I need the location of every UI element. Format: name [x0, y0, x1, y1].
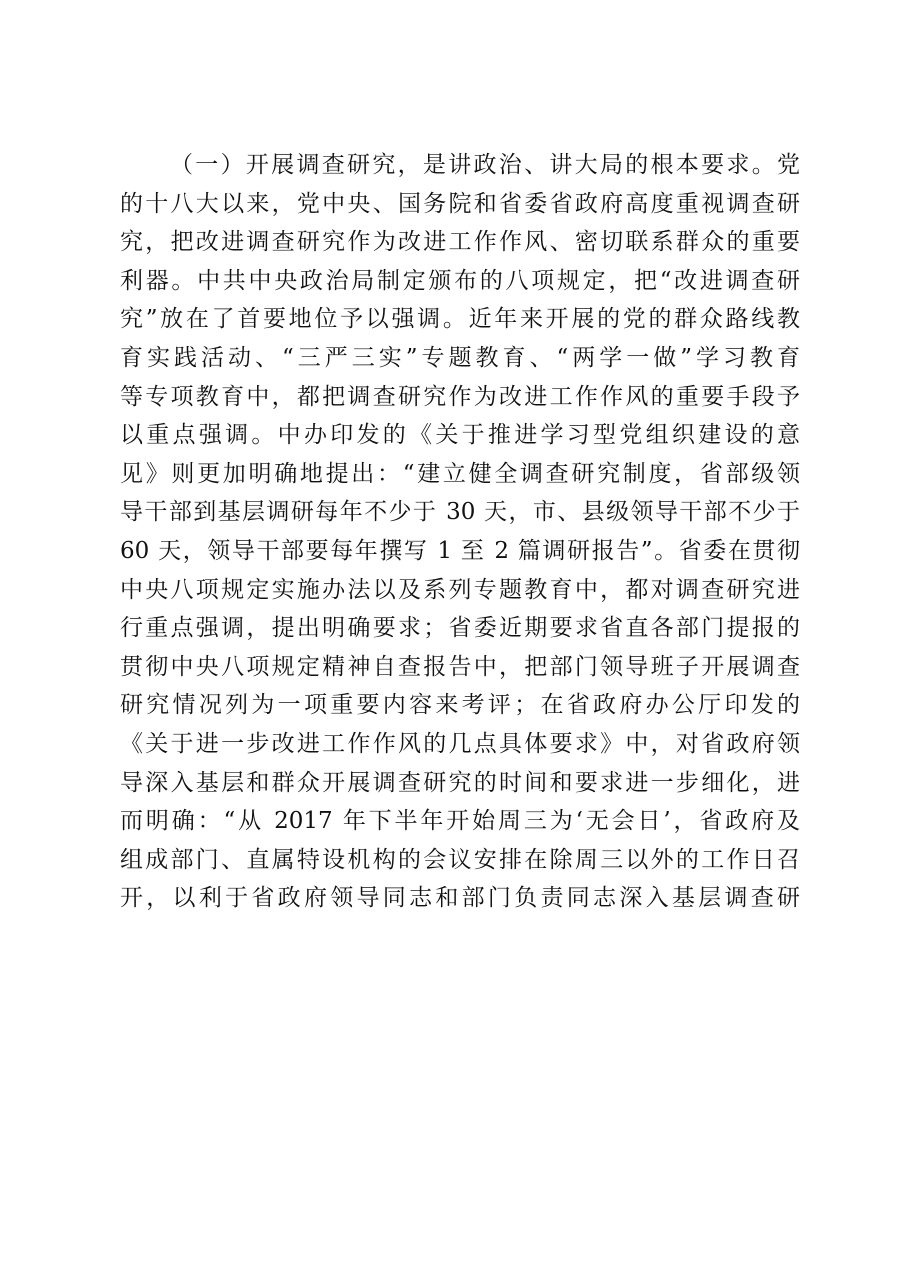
text-line: 研究情况列为一项重要内容来考评；在省政府办公厅印发的 — [120, 692, 800, 719]
text-line: 行重点强调，提出明确要求；省委近期要求省直各部门提报的 — [120, 615, 800, 642]
text-line: 究，把改进调查研究作为改进工作作风、密切联系群众的重要 — [120, 229, 800, 256]
body-paragraph — [120, 146, 800, 918]
text-line: 而明确：“从 2017 年下半年开始周三为‘无会日’，省政府及 — [120, 808, 800, 835]
text-line: 育实践活动、“三严三实”专题教育、“两学一做”学习教育 — [120, 344, 800, 371]
text-line: 组成部门、直属特设机构的会议安排在除周三以外的工作日召 — [120, 846, 800, 873]
text-line: 究”放在了首要地位予以强调。近年来开展的党的群众路线教 — [120, 306, 800, 333]
text-line: 中央八项规定实施办法以及系列专题教育中，都对调查研究进 — [120, 576, 800, 603]
text-line: （一）开展调查研究，是讲政治、讲大局的根本要求。党 — [170, 152, 800, 178]
text-line: 利器。中共中央政治局制定颁布的八项规定，把“改进调查研 — [120, 267, 800, 294]
text-line: 以重点强调。中办印发的《关于推进学习型党组织建设的意 — [120, 422, 800, 449]
text-line: 60 天，领导干部要每年撰写 1 至 2 篇调研报告”。省委在贯彻 — [120, 537, 800, 564]
text-line: 导干部到基层调研每年不少于 30 天，市、县级领导干部不少于 — [120, 499, 800, 526]
text-line: 开，以利于省政府领导同志和部门负责同志深入基层调查研 — [120, 885, 800, 912]
text-line: 《关于进一步改进工作作风的几点具体要求》中，对省政府领 — [120, 730, 800, 757]
text-line: 见》则更加明确地提出：“建立健全调查研究制度，省部级领 — [120, 460, 800, 487]
text-line: 的十八大以来，党中央、国务院和省委省政府高度重视调查研 — [120, 190, 800, 217]
text-line: 等专项教育中，都把调查研究作为改进工作作风的重要手段予 — [120, 383, 800, 410]
text-line: 导深入基层和群众开展调查研究的时间和要求进一步细化，进 — [120, 769, 800, 796]
text-line: 贯彻中央八项规定精神自查报告中，把部门领导班子开展调查 — [120, 653, 800, 680]
